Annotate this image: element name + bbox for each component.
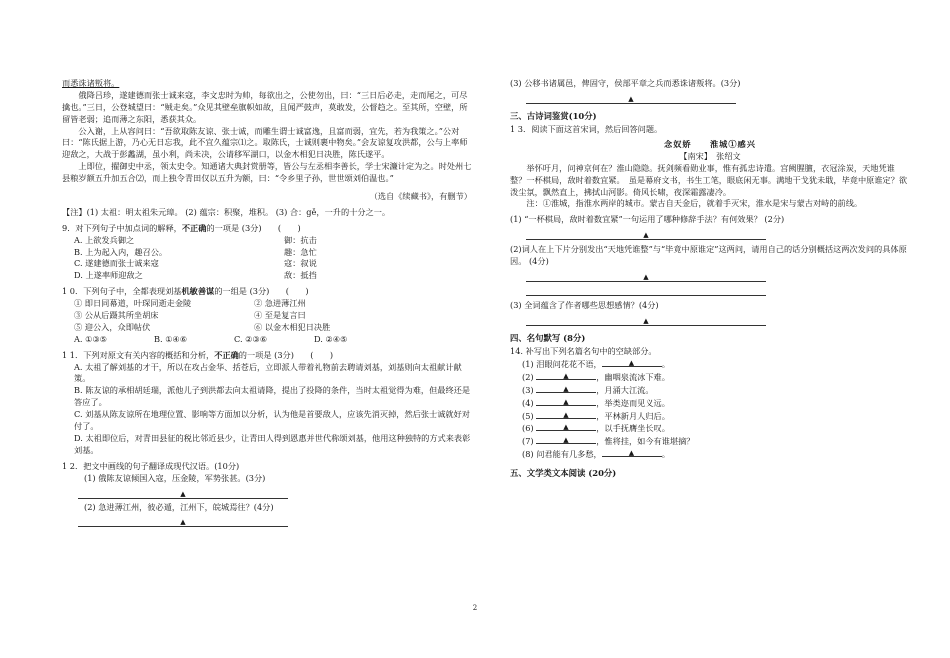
option-c: C. 刘基从陈友谅所在地理位置、影响等方面加以分析，认为他是首要敌人，应该先消灭掉，然后张士诚就好对付了。: [74, 409, 470, 432]
option-d: D. 上遂率师迎敌之: [74, 270, 143, 281]
marker-icon: ▲: [563, 423, 569, 432]
marker-icon: ▲: [563, 436, 569, 445]
blank-field[interactable]: [536, 371, 596, 380]
question-12: 1 2．把文中画线的句子翻译成现代汉语。(10分): [62, 460, 240, 471]
question-11: 1 1．下列对原文有关内容的概括和分析，不正确的一项是 (3分) ( ): [62, 349, 334, 360]
marker-icon: ▲: [180, 489, 186, 498]
q13-item-1: (1) “一杯棋局，敌时着数宜紧”一句运用了哪种修辞手法？有何效果？ (2分): [510, 214, 785, 225]
option-b: B. 上为起入内，趣召公。: [74, 246, 168, 257]
blank-field[interactable]: [602, 358, 662, 367]
answer-line[interactable]: [78, 516, 288, 527]
blank-field[interactable]: [536, 410, 596, 419]
q10-items: ① 即日同幕道，叶琛同逝走金陵 ② 急进薄江州 ③ 公从后蹑其所坐胡床 ④ 至是复言曰 ⑤ 迎公入，众即帖伏 ⑥ 以金木相犯日决胜: [74, 298, 331, 332]
blank-field[interactable]: [536, 435, 596, 444]
marker-icon: ▲: [628, 94, 634, 103]
poem-note: 注：①淮城，指淮水两岸的城市。蒙古自天金后，就着手灭宋，淮水是宋与蒙古对峙的前线。: [526, 198, 863, 209]
marker-icon: ▲: [563, 371, 569, 380]
fill-blank-4: (4) ▲ ，举类迩而见义远。: [522, 397, 670, 408]
answer-line[interactable]: [526, 315, 766, 326]
option-a: A. 上欲发兵御之: [74, 234, 135, 245]
answer-line[interactable]: [78, 488, 288, 499]
page-number: 2: [472, 604, 478, 612]
translate-item-3: (3) 公移书诸属邑，俾固守，侯部平章之兵而悉诛诸叛将。(3分): [510, 78, 741, 88]
fill-blank-5: (5) ▲ ，平林新月人归后。: [522, 410, 670, 421]
question-14: 14. 补写出下列名篇名句中的空缺部分。: [510, 346, 657, 357]
poem-author: 【南宋】 张绍文: [679, 150, 741, 161]
translate-item-1: (1) 俄陈友谅倾国入寇，压金陵，军势张甚。(3分): [84, 472, 266, 483]
marker-icon: ▲: [643, 272, 649, 281]
marker-icon: ▲: [643, 316, 649, 325]
marker-icon: ▲: [563, 384, 569, 393]
passage-paragraph: 上即位，擢御史中丞，领太史令。知通诸大典封赏册等，皆公与左丞相李善长，学士宋濂计定为之。时处州七县粮岁额五升加五合⑵，而上独令青田仅以五升为额，曰：“令乡里子孙，世世颂刘伯温也。”: [62, 161, 472, 184]
option-c: C. 遂建德而张士诚来寇: [74, 258, 159, 269]
poem-title: 念奴娇 淮城①感兴: [664, 138, 756, 149]
passage-paragraph: 公入谢，上从容问曰：“吾欲取陈友谅、张士诚，而雕生谓士诚富逸，且富而弱，宜先，若为我策之。”公对曰：“陈氏据上游，乃心无日忘我，此不宜久蕴宗⑴之。取陈氏，士诚则裹中物矣。”会友谅复攻洪都，公与上率师迎敌之，大战于彭蠡湖，虽小利，尚未决，公请移军湖口，以金木相犯日决胜，陈氏遂平。: [62, 125, 468, 160]
answer-line[interactable]: [526, 93, 736, 104]
marker-icon: ▲: [563, 397, 569, 406]
marker-icon: ▲: [628, 358, 635, 367]
answer-line[interactable]: [526, 229, 766, 240]
section-3-heading: 三、古诗词鉴赏(10分): [510, 110, 597, 121]
option-d: D. 太祖即位后，对青田县征的税比邻近县少，让青田人得到恩惠并世代称颂刘基，他用这种独特的方式来表彰刘基。: [74, 432, 471, 455]
underlined-sentence: 而悉诛诸叛将。: [62, 78, 120, 88]
marker-icon: ▲: [563, 410, 569, 419]
blank-field[interactable]: [536, 384, 596, 393]
answer-line[interactable]: [526, 285, 766, 296]
source-citation: （选自《续藏书》，有删节）: [369, 191, 472, 202]
blank-field[interactable]: [602, 448, 662, 457]
q13-item-2: (2)词人在上下片分别发出“天地凭谁整”与“毕竟中原谁定”这两问，请用自己的话分别概括这两次发问的具体原因。 (4分): [510, 244, 907, 267]
fill-blank-1: (1) 泪眼问花花不语， ▲ 。: [522, 358, 670, 369]
question-9: 9．对下列句子中加点词的解释，不正确的一项是 (3分) ( ): [62, 222, 301, 233]
right-column: [510, 78, 910, 481]
answer-line[interactable]: [526, 271, 766, 282]
option-a: A. 太祖了解刘基的才干，所以在攻占金华、括苍后，立即派人带着礼物前去聘请刘基，刘基则向太祖献计献策。: [74, 361, 462, 384]
translate-item-2: (2) 急进薄江州，彼必遁，江州下，皖城焉往？(4分): [84, 501, 274, 512]
fill-blank-7: (7) ▲ ，惟将挂，如今有谁堪摘？: [522, 436, 695, 447]
option-b: B. 陈友谅的承相胡廷瑞，派他儿子到洪都去向太祖请降，提出了投降的条件，当时太祖觉得为难，但最终还是答应了。: [74, 385, 471, 408]
fill-blank-2: (2) ▲ ，幽咽泉流冰下难。: [522, 371, 670, 382]
fill-blank-6: (6) ▲ ，以手抚膺坐长叹。: [522, 423, 670, 434]
section-5-heading: 五、文学类文本阅读 (20分): [510, 468, 617, 479]
blank-field[interactable]: [536, 397, 596, 406]
section-4-heading: 四、名句默写 (8分): [510, 332, 586, 343]
fill-blank-3: (3) ▲ ，月涌大江流。: [522, 384, 654, 395]
left-column: [62, 78, 472, 530]
q10-choices: A. ①③⑤ B. ①④⑥ C. ②③⑥ D. ②④⑤: [74, 333, 348, 344]
question-10: 1 0．下列句子中，全都表现刘基机敏善谋的一组是 (3分) ( ): [62, 286, 309, 297]
question-13: 1 3．阅读下面这首宋词，然后回答问题。: [510, 124, 663, 135]
blank-field[interactable]: [536, 422, 596, 431]
poem-text: 举怀吁月，问神京何在？淮山隐隐。抚剑频看勋业事，惟有孤忠诗遣。宫阙腥膻，衣冠涂炭，天地凭谁整？一杯棋局，敌时着数宜紧。 虽是幕府文书，书生工笔，眼底闲无事。满地干戈犹未戢，毕竟中原谁定？欲泼尘氛，飘然直上，拂拭山河影。倚风长啸，夜深霜露凄冷。: [510, 162, 908, 197]
marker-icon: ▲: [628, 449, 635, 458]
fill-blank-8: (8) 问君能有几多愁， ▲ 。: [522, 449, 670, 460]
passage-paragraph: 俄降吕珍，遂建德而张士诚来寇，李文忠时为帅，每欲出之，公使勿出，曰：“三日后必走，走而尾之，可尽擒也。”三日，公登城望曰：“贼走矣。”众见其壁垒旗帜如故，且闻严鼓声，莫敢发，公督趋之。至其所，空壁，所留皆老弱；追而薄之东阳，悉获其众。: [62, 89, 468, 124]
marker-icon: ▲: [643, 231, 649, 240]
marker-icon: ▲: [180, 518, 186, 527]
q9-options: A. 上欲发兵御之 御：抗击 B. 上为起入内，趣召公。 趣：急忙 C. 遂建德而张士诚来寇 寇：叙说 D. 上遂率师迎敌之 敌：抵挡: [74, 234, 317, 281]
q13-item-3: (3) 全词蕴含了作者哪些思想感情？(4分): [510, 299, 659, 310]
footnote: 【注】(1) 太祖：明太祖朱元璋。 (2) 蕴宗：积聚，堆积。 (3) 合：gě，一升的十分之一。: [62, 206, 391, 217]
